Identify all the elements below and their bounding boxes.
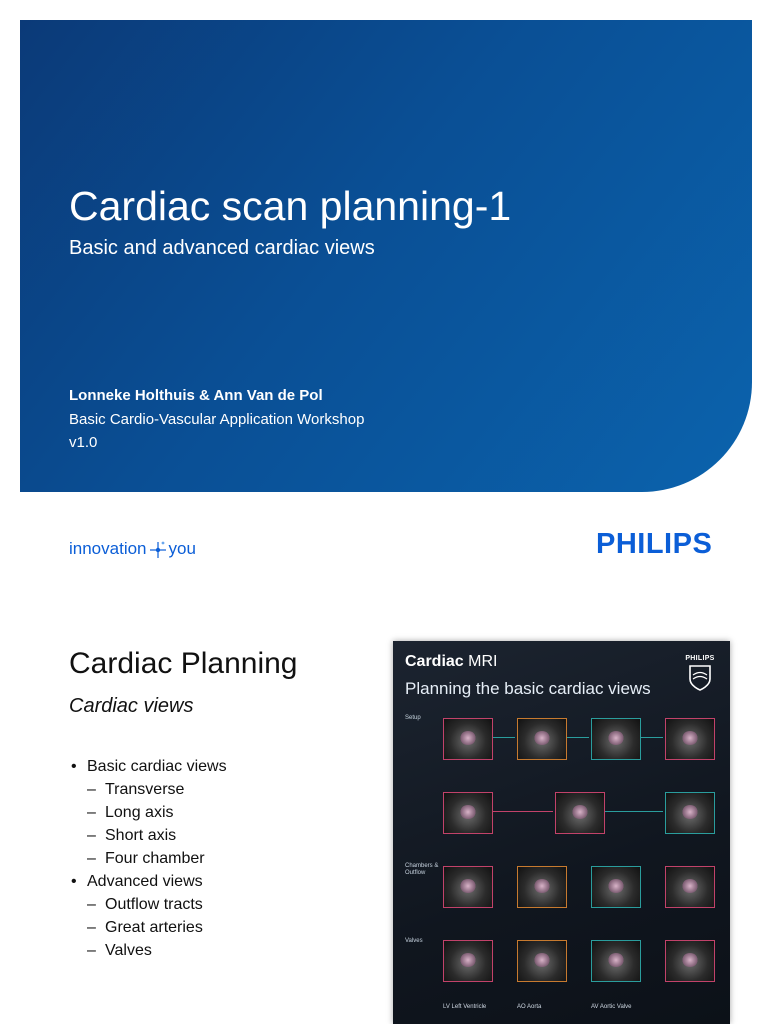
legend-item: AV Aortic Valve xyxy=(591,1004,632,1010)
bullet-list xyxy=(69,755,227,962)
poster-heading-bold: Cardiac xyxy=(405,653,464,670)
sub-bullet-item: – Outflow tracts xyxy=(69,893,227,916)
connector-line xyxy=(639,737,663,738)
sub-bullet-item: – Long axis xyxy=(69,801,227,824)
tagline xyxy=(69,538,196,560)
legend-item: AO Aorta xyxy=(517,1004,542,1010)
connector-line xyxy=(565,737,589,738)
side-label-valves: Valves xyxy=(405,938,423,944)
shield-icon xyxy=(687,664,713,692)
connector-line xyxy=(603,811,663,812)
mri-thumbnail xyxy=(591,718,641,760)
title-slide xyxy=(20,20,752,492)
section-title: Cardiac Planning xyxy=(69,647,298,680)
side-label-setup: Setup xyxy=(405,715,421,721)
slide-subtitle: Basic and advanced cardiac views xyxy=(69,237,375,259)
mri-thumbnail xyxy=(665,866,715,908)
side-label-chambers: Chambers & Outflow xyxy=(405,863,439,876)
slide-title: Cardiac scan planning-1 xyxy=(69,183,512,229)
legend-item: LV Left Ventricle xyxy=(443,1004,487,1010)
version-label: v1.0 xyxy=(69,434,98,451)
mri-thumbnail xyxy=(555,792,605,834)
sub-bullet-item: – Transverse xyxy=(69,778,227,801)
mri-thumbnail xyxy=(591,940,641,982)
bullet-item: • Basic cardiac views xyxy=(69,755,227,778)
connector-line xyxy=(491,811,553,812)
poster-logo-text: PHILIPS xyxy=(685,655,715,662)
mri-thumbnail xyxy=(665,940,715,982)
sub-bullet-item: – Four chamber xyxy=(69,847,227,870)
authors: Lonneke Holthuis & Ann Van de Pol xyxy=(69,387,323,404)
sub-bullet-item: – Short axis xyxy=(69,824,227,847)
mri-thumbnail xyxy=(665,792,715,834)
sub-bullet-item: – Valves xyxy=(69,939,227,962)
connector-line xyxy=(491,737,515,738)
mri-thumbnail xyxy=(517,940,567,982)
mri-thumbnail xyxy=(517,866,567,908)
mri-thumbnail xyxy=(443,718,493,760)
mri-thumbnail xyxy=(591,866,641,908)
poster-subheading: Planning the basic cardiac views xyxy=(405,679,651,698)
poster-heading xyxy=(405,653,497,671)
mri-thumbnail xyxy=(443,866,493,908)
mri-thumbnail xyxy=(443,792,493,834)
tagline-left: innovation xyxy=(69,539,147,558)
section-subtitle: Cardiac views xyxy=(69,695,194,717)
poster-heading-rest: MRI xyxy=(463,653,498,670)
cardiac-mri-poster xyxy=(393,641,730,1024)
mri-thumbnail xyxy=(517,718,567,760)
sub-bullet-item: – Great arteries xyxy=(69,916,227,939)
mri-thumbnail xyxy=(443,940,493,982)
workshop-name: Basic Cardio-Vascular Application Workshop xyxy=(69,411,365,428)
philips-logo: PHILIPS xyxy=(596,528,713,560)
mri-thumbnail xyxy=(665,718,715,760)
sparkle-icon xyxy=(148,538,168,560)
bullet-item: • Advanced views xyxy=(69,870,227,893)
poster-logo xyxy=(684,655,716,692)
tagline-right: you xyxy=(168,539,196,558)
